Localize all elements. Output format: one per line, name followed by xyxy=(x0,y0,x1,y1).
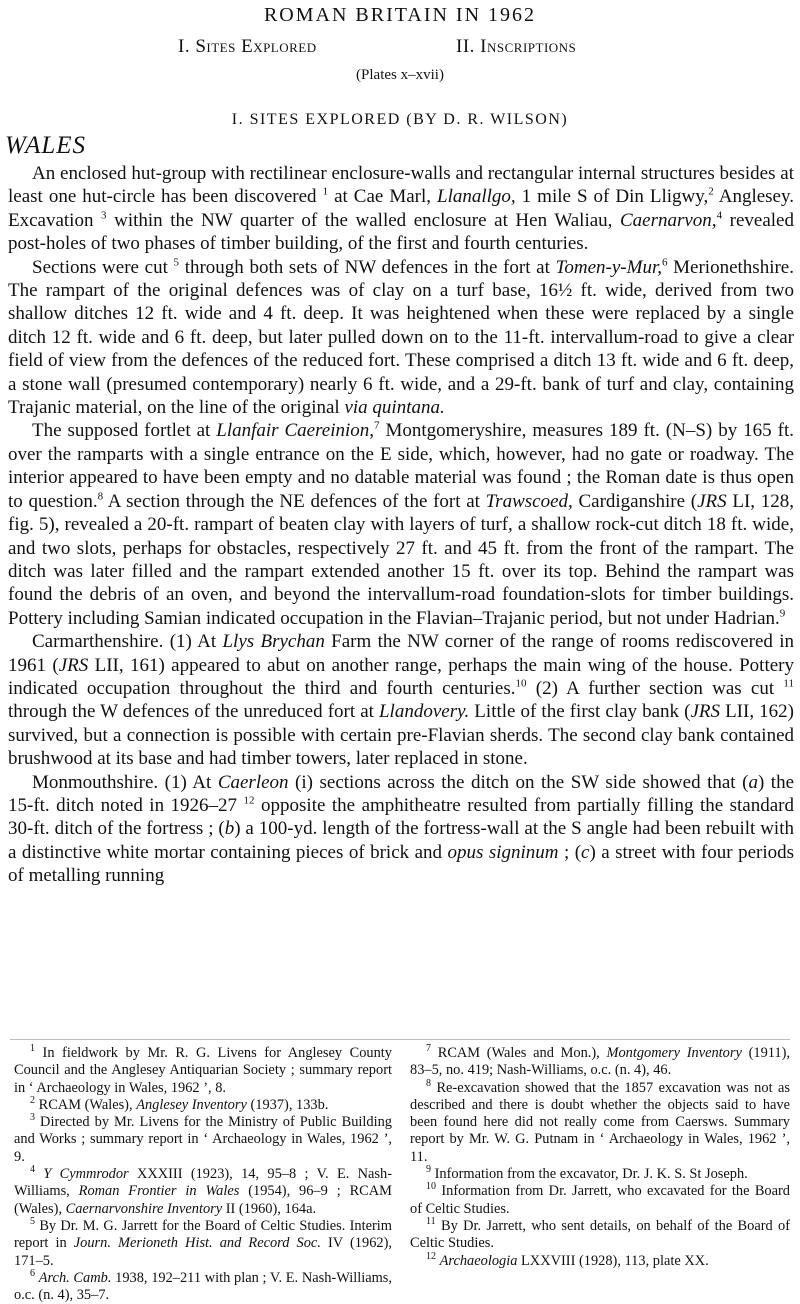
footnote-number: 2 xyxy=(30,1095,35,1107)
text-run: Monmouthshire. (1) At xyxy=(32,771,218,793)
footnote-marker: 4 xyxy=(716,209,723,222)
footnote xyxy=(410,1218,790,1253)
italic-text: Caernarvonshire Inventory xyxy=(65,1200,223,1217)
footnote-marker: 12 xyxy=(243,794,255,807)
text-run: XXXIII (1923), 14, 95–8 ; V. E. Nash-Williams, xyxy=(14,1166,393,1200)
italic-text: Y Cymmrodor xyxy=(43,1166,129,1183)
italic-text: JRS xyxy=(697,490,727,512)
text-run: An enclosed hut-group with rectilinear enclosure-walls and rectangular internal structures besides at least one hut-circle has been discovered xyxy=(8,163,794,208)
footnote-marker: 11 xyxy=(783,677,794,690)
footnote-number: 6 xyxy=(30,1268,35,1280)
text-run: Montgomeryshire, measures 189 ft. (N–S) by 165 ft. over the ramparts with a single entrance on the E side, which, however, had no gate or roadway. The interior appeared to have been empty and no datable material was found ; the Roman date is thus open to question. xyxy=(8,420,794,512)
text-run: (2) A further section was cut xyxy=(526,677,784,699)
body-paragraph xyxy=(8,162,794,256)
footnote-rule xyxy=(10,1039,790,1040)
section-heading-sites: I. Sites Explored xyxy=(178,36,317,57)
footnote xyxy=(14,1045,392,1097)
text-run: ) the 15-ft. ditch noted in 1926–27 xyxy=(8,771,794,816)
footnote-number: 12 xyxy=(426,1250,436,1262)
footnote xyxy=(410,1045,790,1080)
italic-text: c xyxy=(581,841,590,863)
body-text xyxy=(8,162,794,888)
text-run: at Cae Marl, xyxy=(328,186,438,208)
italic-text: JRS xyxy=(58,654,89,676)
text-run: Little of the first clay bank ( xyxy=(469,701,691,723)
text-run: By Dr. M. G. Jarrett for the Board of Celtic Studies. Interim report in xyxy=(14,1217,392,1252)
footnote xyxy=(14,1218,392,1270)
text-run: revealed post-holes of two phases of timber building, of the first and fourth centuries. xyxy=(8,209,794,255)
text-run: RCAM (Wales and Mon.), xyxy=(437,1045,607,1061)
text-run: Directed by Mr. Livens for the Ministry of Public Building and Works ; summary report in ‘ Archaeology in Wales, 1962 ’, 9. xyxy=(14,1114,392,1165)
footnote xyxy=(14,1166,392,1218)
italic-text: Archaeologia xyxy=(439,1252,518,1269)
text-run: opposite the amphitheatre resulted from partially filling the standard 30-ft. ditch of the fortress ; ( xyxy=(8,794,794,840)
text-run: within the NW quarter of the walled enclosure at Hen Waliau, xyxy=(106,209,620,231)
text-run: 1938, 192–211 with plan ; V. E. Nash-Williams, o.c. (n. 4), 35–7. xyxy=(14,1269,392,1304)
text-run: The supposed fortlet at xyxy=(32,420,217,442)
footnote-marker: 10 xyxy=(515,677,527,690)
footnote-marker: 5 xyxy=(173,256,180,269)
body-paragraph xyxy=(8,256,794,420)
text-run: LII, 162) survived, but a connection is possible with certain pre-Flavian sherds. The second clay bank contained brushwood at its base and had timber towers, later replaced in stone. xyxy=(8,701,794,770)
text-run: (1937), 133b. xyxy=(246,1096,329,1113)
italic-text: Trawscoed, xyxy=(485,490,573,512)
region-heading: WALES xyxy=(5,132,87,159)
text-run: (1911), 83–5, no. 419; Nash-Williams, o.c. (n. 4), 46. xyxy=(410,1045,791,1079)
italic-text: Caerleon xyxy=(217,771,289,793)
italic-text: via quintana. xyxy=(344,397,445,419)
text-run: Carmarthenshire. (1) At xyxy=(32,631,223,653)
footnote-number: 11 xyxy=(426,1216,436,1228)
footnote-marker: 7 xyxy=(374,420,380,433)
footnote-number: 10 xyxy=(426,1181,436,1193)
italic-text: JRS xyxy=(690,701,720,723)
footnote-marker: 2 xyxy=(708,186,714,199)
text-run: Re-excavation showed that the 1857 excavation was not as described and there is doubt whether the objects said to have been found here did not really come from Caersws. Summary report by Mr. W. G. Putnam in ‘ Archaeology in Wales, 1962 ’, 11. xyxy=(410,1079,790,1165)
text-run: ) a street with four periods of metalling running xyxy=(8,841,794,887)
text-run: A section through the NE defences of the fort at xyxy=(103,490,486,512)
italic-text: a xyxy=(748,771,758,793)
italic-text: opus signinum xyxy=(447,841,559,863)
text-run: Information from the excavator, Dr. J. K. S. St Joseph. xyxy=(434,1166,748,1183)
italic-text: Llanallgo, xyxy=(437,186,516,208)
italic-text: Caernarvon, xyxy=(619,209,717,231)
italic-text: Llys Brychan xyxy=(222,631,325,653)
footnote-marker: 1 xyxy=(322,186,329,199)
text-run: through the W defences of the unreduced fort at xyxy=(8,701,379,723)
text-run: II (1960), 164a. xyxy=(222,1200,317,1217)
footnote-number: 3 xyxy=(30,1112,35,1124)
italic-text: Tomen-y-Mur, xyxy=(555,256,662,278)
footnote-marker: 6 xyxy=(661,256,668,269)
footnote xyxy=(14,1114,392,1166)
footnote xyxy=(410,1166,790,1183)
footnote-number: 8 xyxy=(426,1077,431,1089)
footnote xyxy=(410,1077,790,1166)
text-run: Anglesey. Excavation xyxy=(8,186,794,231)
italic-text: b xyxy=(224,818,235,840)
footnote xyxy=(410,1250,790,1270)
text-run: ) a 100-yd. length of the fortress-wall at the S angle had been rebuilt with a distinctive white mortar containing pieces of brick and xyxy=(8,818,794,863)
footnotes-right-column xyxy=(410,1045,790,1270)
text-run: RCAM (Wales), xyxy=(38,1096,137,1113)
footnote xyxy=(410,1183,790,1218)
plates-note: (Plates x–xvii) xyxy=(356,67,444,83)
body-paragraph xyxy=(8,630,794,770)
footnote-marker: 9 xyxy=(779,607,786,620)
italic-text: Llanfair Caereinion, xyxy=(216,420,375,442)
body-paragraph xyxy=(8,419,794,630)
footnote-number: 1 xyxy=(30,1043,35,1055)
italic-text: Roman Frontier in Wales xyxy=(78,1183,240,1200)
italic-text: Arch. Camb. xyxy=(38,1269,112,1286)
text-run: By Dr. Jarrett, who sent details, on behalf of the Board of Celtic Studies. xyxy=(410,1217,790,1252)
italic-text: Anglesey Inventory xyxy=(136,1096,247,1113)
text-run: Merionethshire. The rampart of the original defences was of clay on a turf base, 16½ ft. wide, derived from two shallow ditches 12 ft. wide and 4 ft. deep. It was heightened when these were replaced by a single ditch 12 ft. wide and 6 ft. deep, but later pulled down on to the 11-ft. intervallum-road to give a clear field of view from the defences of the reduced fort. These comprised a ditch 13 ft. wide and 6 ft. deep, a stone wall (presumed contemporary) nearly 6 ft. wide, and a 29-ft. bank of turf and clay, containing Trajanic material, on the line of the original xyxy=(8,256,794,419)
text-run: Cardiganshire ( xyxy=(572,490,698,512)
text-run: Farm the NW corner of the range of rooms rediscovered in 1961 ( xyxy=(8,631,794,676)
text-run: LI, 128, fig. 5), revealed a 20-ft. rampart of beaten clay with layers of turf, a shallow rock-cut ditch 18 ft. wide, and two slots, perhaps for obstacles, respectively 27 ft. and 45 ft. from the front of the rampart. The ditch was later filled and the rampart extended another 15 ft. over its top. Behind the rampart was found the debris of an oven, and beyond the intervallum-road foundation-slots for timber buildings. Pottery including Samian indicated occupation in the Flavian–Trajanic period, but not under Hadrian. xyxy=(8,490,794,629)
text-run: In fieldwork by Mr. R. G. Livens for Anglesey County Council and the Anglesey Antiquarian Society ; summary report in ‘ Archaeology in Wales, 1962 ’, 8. xyxy=(14,1045,392,1096)
text-run: Information from Dr. Jarrett, who excavated for the Board of Celtic Studies. xyxy=(410,1183,790,1217)
text-run: 1 mile S of Din Lligwy, xyxy=(515,186,709,208)
text-run: LII, 161) appeared to abut on another range, perhaps the main wing of the house. Pottery indicated occupation throughout the third and fourth centuries. xyxy=(8,654,794,699)
text-run: (i) sections across the ditch on the SW side showed that ( xyxy=(288,771,749,793)
italic-text: Montgomery Inventory xyxy=(606,1045,742,1061)
section-heading-inscriptions: II. Inscriptions xyxy=(456,36,577,57)
footnote-marker: 3 xyxy=(101,209,107,222)
body-paragraph xyxy=(8,771,794,888)
section-headings xyxy=(0,36,800,62)
text-run: through both sets of NW defences in the fort at xyxy=(179,256,556,278)
footnote-marker: 8 xyxy=(97,490,104,503)
text-run: ; ( xyxy=(558,841,582,863)
text-run: Sections were cut xyxy=(32,256,174,278)
footnote-number: 5 xyxy=(30,1216,35,1228)
footnotes-left-column xyxy=(14,1045,392,1304)
running-title: ROMAN BRITAIN IN 1962 xyxy=(263,4,537,26)
text-run: (1954), 96–9 ; RCAM (Wales), xyxy=(14,1183,392,1217)
footnote-number: 9 xyxy=(426,1164,431,1176)
text-run: IV (1962), 171–5. xyxy=(14,1235,392,1269)
footnote-number: 7 xyxy=(426,1043,431,1055)
italic-text: Llandovery. xyxy=(378,701,470,723)
footnote xyxy=(14,1097,392,1114)
subheading: I. SITES EXPLORED (BY D. R. WILSON) xyxy=(231,111,569,128)
footnote-number: 4 xyxy=(30,1164,35,1176)
italic-text: Journ. Merioneth Hist. and Record Soc. xyxy=(73,1235,321,1252)
footnote xyxy=(14,1270,392,1304)
text-run: LXXVIII (1928), 113, plate XX. xyxy=(517,1252,709,1269)
